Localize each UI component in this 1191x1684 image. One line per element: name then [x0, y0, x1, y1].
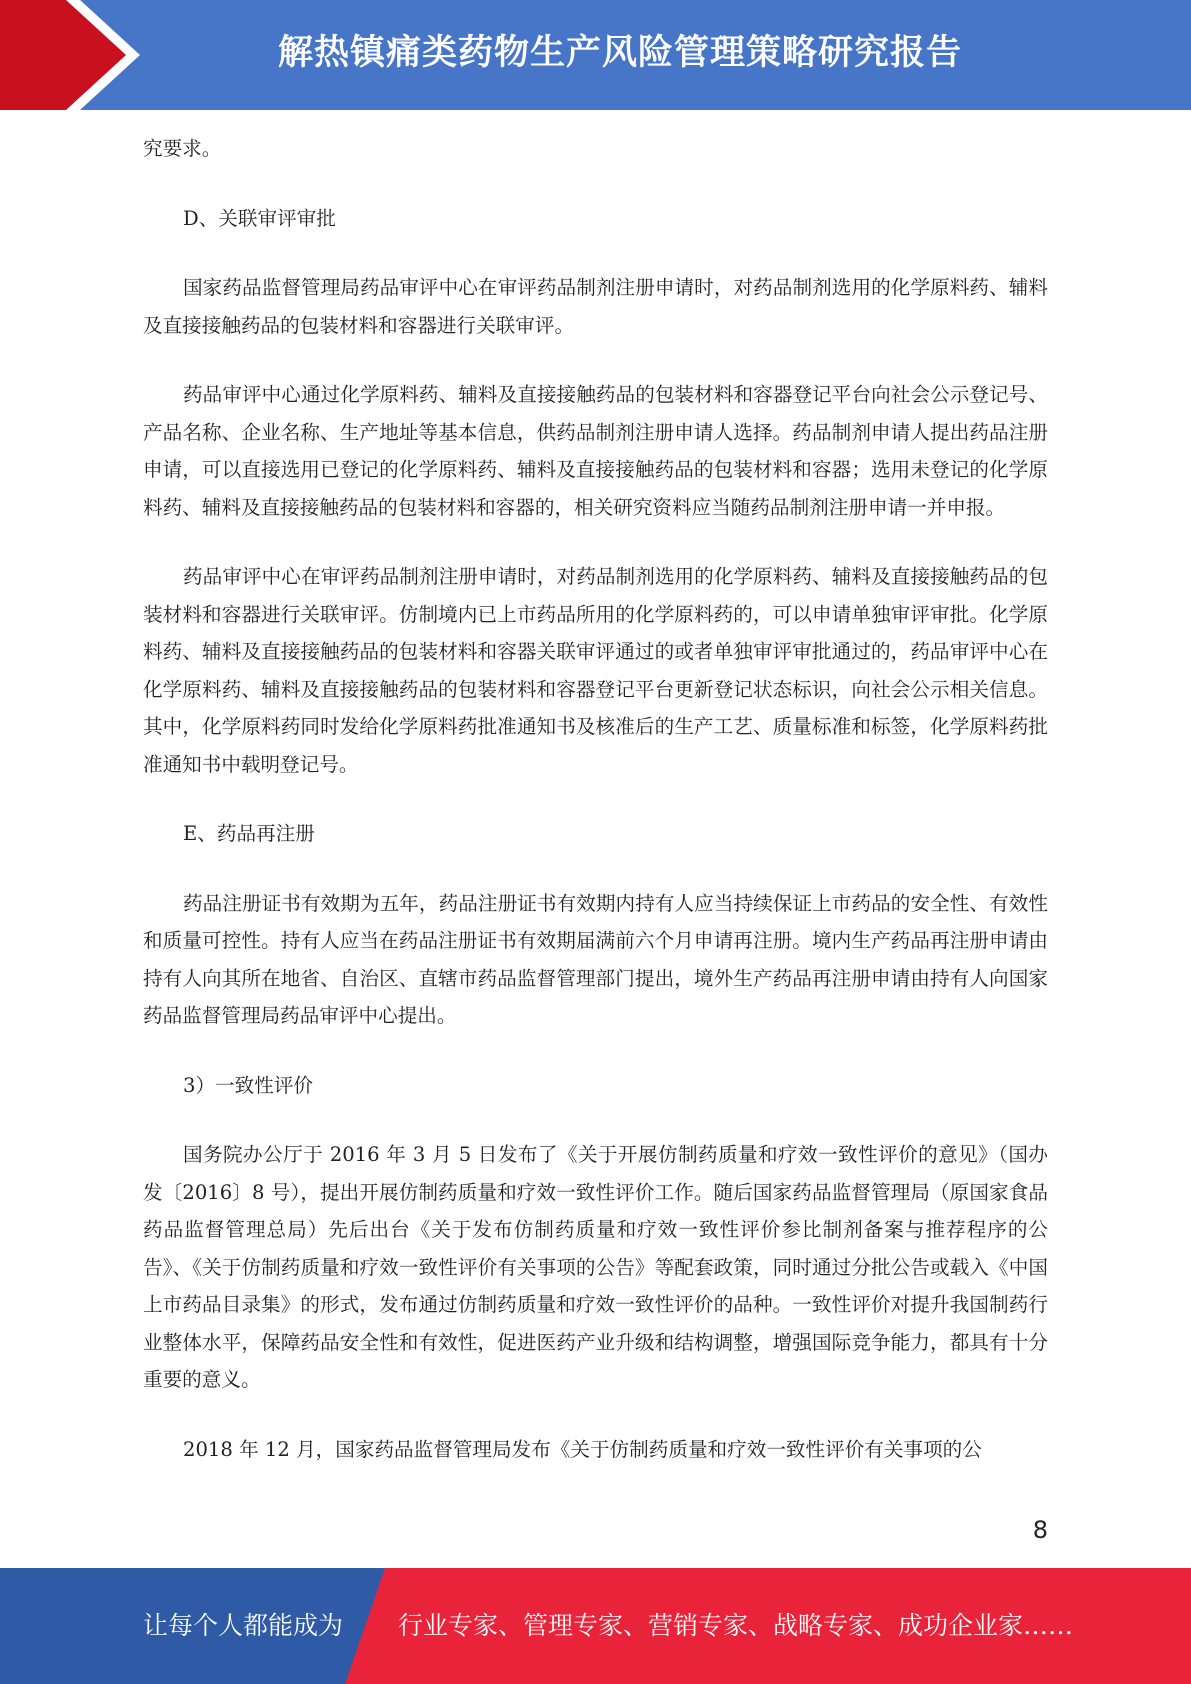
paragraph: 2018 年 12 月，国家药品监督管理局发布《关于仿制药质量和疗效一致性评价有关事项的公	[183, 1437, 982, 1461]
section-heading-3: 3）一致性评价	[183, 1073, 314, 1097]
paragraph-continuation: 究要求。	[143, 137, 222, 160]
paragraph: 药品审评中心在审评药品制剂注册申请时，对药品制剂选用的化学原料药、辅料及直接接触药品的包装材料和容器进行关联审评。仿制境内已上市药品所用的化学原料药的，可以申请单独审评审批。化学原料药、辅料及直接接触药品的包装材料和容器关联审评通过的或者单独审评审批通过的，药品审评中心在化学原料药、辅料及直接接触药品的包装材料和容器登记平台更新登记状态标识，向社会公示相关信息。其中，化学原料药同时发给化学原料药批准通知书及核准后的生产工艺、质量标准和标签，化学原料药批准通知书中载明登记号。	[143, 565, 1048, 776]
paragraph: 国务院办公厅于 2016 年 3 月 5 日发布了《关于开展仿制药质量和疗效一致性评价的意见》（国办发〔2016〕8 号），提出开展仿制药质量和疗效一致性评价工作。随后国家药品监督管理局（原国家食品药品监督管理总局）先后出台《关于发布仿制药质量和疗效一致性评价参比制剂备案与推荐程序的公告》、《关于仿制药质量和疗效一致性评价有关事项的公告》等配套政策，同时通过分批公告或载入《中国上市药品目录集》的形式，发布通过仿制药质量和疗效一致性评价的品种。一致性评价对提升我国制药行业整体水平，保障药品安全性和有效性，促进医药产业升级和结构调整，增强国际竞争能力，都具有十分重要的意义。	[143, 1143, 1048, 1391]
footer-banner	[0, 1568, 1191, 1684]
paragraph: 国家药品监督管理局药品审评中心在审评药品制剂注册申请时，对药品制剂选用的化学原料药、辅料及直接接触药品的包装材料和容器进行关联审评。	[143, 276, 1048, 337]
document-body	[143, 130, 1048, 1500]
footer-slogan-right: 行业专家、管理专家、营销专家、战略专家、成功企业家……	[398, 1611, 1074, 1640]
section-heading-e: E、药品再注册	[183, 822, 315, 845]
page-number: 8	[1032, 1516, 1048, 1544]
paragraph: 药品注册证书有效期为五年，药品注册证书有效期内持有人应当持续保证上市药品的安全性、有效性和质量可控性。持有人应当在药品注册证书有效期届满前六个月申请再注册。境内生产药品再注册申请由持有人向其所在地省、自治区、直辖市药品监督管理部门提出，境外生产药品再注册申请由持有人向国家药品监督管理局药品审评中心提出。	[143, 891, 1048, 1027]
section-heading-d: D、关联审评审批	[183, 206, 336, 230]
document-title: 解热镇痛类药物生产风险管理策略研究报告	[277, 33, 962, 73]
paragraph: 药品审评中心通过化学原料药、辅料及直接接触药品的包装材料和容器登记平台向社会公示登记号、产品名称、企业名称、生产地址等基本信息，供药品制剂注册申请人选择。药品制剂申请人提出药品注册申请，可以直接选用已登记的化学原料药、辅料及直接接触药品的包装材料和容器；选用未登记的化学原料药、辅料及直接接触药品的包装材料和容器的，相关研究资料应当随药品制剂注册申请一并申报。	[143, 383, 1048, 519]
header-banner	[0, 0, 1191, 110]
footer-slogan-left: 让每个人都能成为	[143, 1611, 344, 1640]
